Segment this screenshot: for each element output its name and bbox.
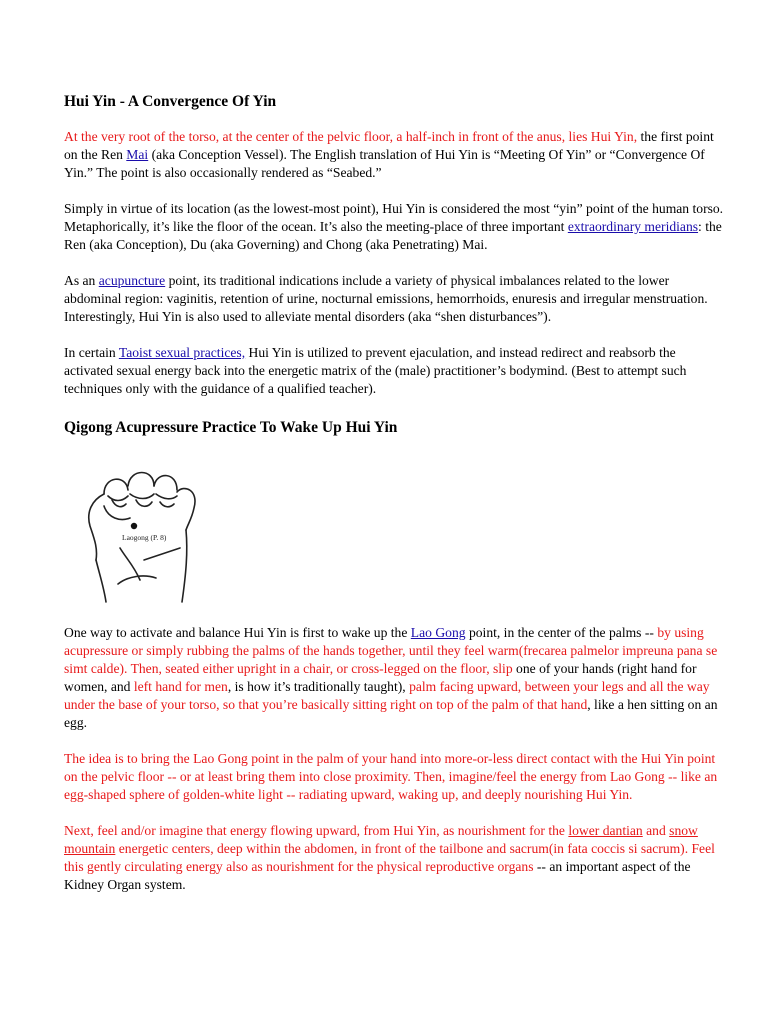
- hand-drawing: [64, 456, 214, 606]
- text: : the Ren (aka Conception), Du (aka Governing) and Chong (aka Penetrating) Mai.: [64, 219, 722, 252]
- text: one of your hands (right hand for women, and: [64, 661, 697, 694]
- text: As an: [64, 273, 99, 288]
- text: In certain: [64, 345, 119, 360]
- link-mai[interactable]: Mai: [126, 147, 149, 162]
- red-text: At the very root of the torso, at the center of the pelvic floor, a half-inch in front of the anus, lies Hui Yin,: [64, 129, 638, 144]
- hand-illustration: [64, 456, 214, 606]
- paragraph-acupuncture: [64, 272, 724, 326]
- link-lower-dantian[interactable]: lower dantian: [568, 823, 643, 838]
- text: (aka Conception Vessel). The English translation of Hui Yin is “Meeting Of Yin” or “Convergence Of Yin.” The point is also occasionally rendered as “Seabed.”: [64, 147, 705, 180]
- link-extraordinary-meridians[interactable]: extraordinary meridians: [567, 219, 699, 234]
- laogong-point: [131, 523, 137, 529]
- paragraph-yin-point: [64, 200, 724, 254]
- link-acupuncture[interactable]: acupuncture: [98, 273, 166, 288]
- link-snow-mountain[interactable]: snow mountain: [64, 823, 698, 856]
- document-page: [64, 92, 724, 912]
- paragraph-taoist: [64, 344, 724, 398]
- text: point, its traditional indications include a variety of physical imbalances related to the lower abdominal region: vaginitis, retention of urine, nocturnal emissions, hemorrhoids, enuresis and irregular menstruation. Interestingly, Hui Yin is also used to alleviate mental disorders (aka “shen disturbances”).: [64, 273, 708, 324]
- text: One way to activate and balance Hui Yin is first to wake up the: [64, 625, 411, 640]
- link-taoist-sexual-practices[interactable]: Taoist sexual practices,: [118, 345, 246, 360]
- heading-qigong-practice: Qigong Acupressure Practice To Wake Up Hui Yin: [64, 419, 398, 436]
- paragraph-location: [64, 128, 724, 182]
- paragraph-contact: The idea is to bring the Lao Gong point in the palm of your hand into more-or-less direct contact with the Hui Yin point on the pelvic floor -- or at least bring them into close proximity. Then, imagine/feel the energy from Lao Gong -- like an egg-shaped sphere of golden-white light -- radiating upward, waking up, and deeply nourishing Hui Yin.: [64, 751, 718, 802]
- text: -- an important aspect of the Kidney Organ system.: [64, 859, 691, 892]
- text: point, in the center of the palms --: [465, 625, 658, 640]
- heading-hui-yin: Hui Yin - A Convergence Of Yin: [64, 93, 277, 110]
- red-text: energetic centers, deep within the abdomen, in front of the tailbone and sacrum(in fata coccis si sacrum). Feel this gently circulating energy also as nourishment for the physical reproductive organs: [64, 841, 715, 874]
- text: , like a hen sitting on an egg.: [64, 697, 718, 730]
- text: Simply in virtue of its location (as the lowest-most point), Hui Yin is considered the most “yin” point of the human torso. Metaphorically, it’s like the floor of the ocean. It’s also the meeting-place of three important: [64, 201, 724, 234]
- text: Hui Yin is utilized to prevent ejaculation, and instead redirect and reabsorb the activated sexual energy back into the energetic matrix of the (male) practitioner’s bodymind. (Best to attempt such techniques only with the guidance of a qualified teacher).: [64, 345, 687, 396]
- text: , is how it’s traditionally taught),: [227, 679, 410, 694]
- laogong-label: Laogong (P. 8): [122, 533, 167, 542]
- paragraph-energy-flow: [64, 822, 724, 894]
- red-text: Next, feel and/or imagine that energy flowing upward, from Hui Yin, as nourishment for the: [64, 823, 569, 838]
- red-text: palm facing upward, between your legs and all the way under the base of your torso, so that you’re basically sitting right on top of the palm of that hand: [64, 679, 710, 712]
- paragraph-lao-gong: [64, 624, 724, 732]
- red-text: and: [642, 823, 670, 838]
- link-lao-gong[interactable]: Lao Gong: [410, 625, 466, 640]
- text: the first point on the Ren: [64, 129, 714, 162]
- red-text: by using acupressure or simply rubbing the palms of the hands together, until they feel warm(frecarea palmelor impreuna pana se simt calde). Then, seated either upright in a chair, or cross-legged on the floor, slip: [64, 625, 718, 676]
- red-text: left hand for men: [133, 679, 228, 694]
